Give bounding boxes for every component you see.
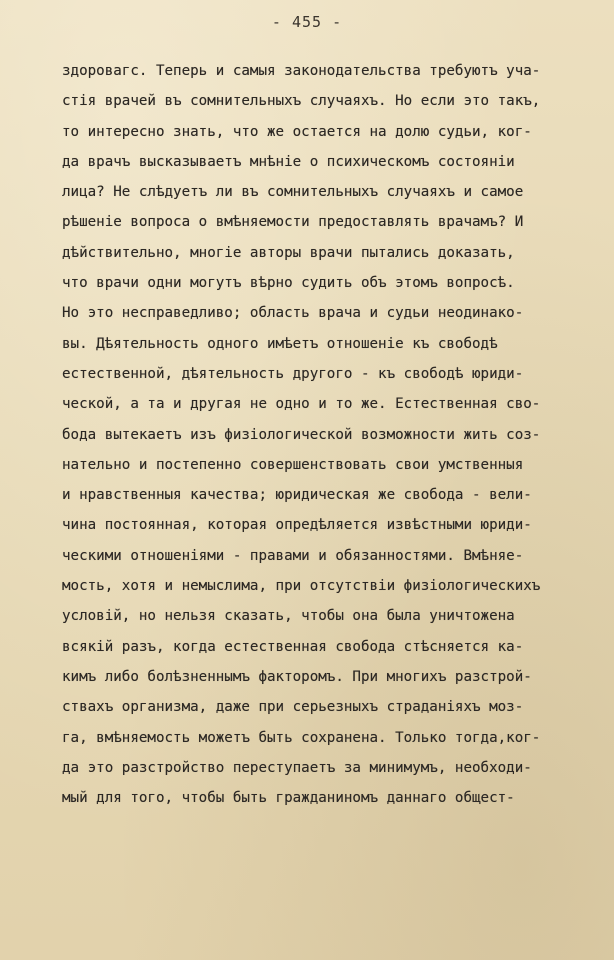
text-line: дѣйствительно, многіе авторы врачи пытались доказать,	[62, 244, 515, 261]
text-line: вы. Дѣятельность одного имѣетъ отношеніе къ свободѣ	[62, 335, 498, 352]
text-line: Но это несправедливо; область врача и судьи неодинако-	[62, 305, 524, 322]
text-line: чина постоянная, которая опредѣляется извѣстными юриди-	[62, 517, 532, 534]
text-line: естественной, дѣятельность другого - къ свободѣ юриди-	[62, 365, 524, 382]
text-line: мость, хотя и немыслима, при отсутствіи физіологическихъ	[62, 578, 541, 595]
text-line: рѣшеніе вопроса о вмѣняемости предоставлять врачамъ? И	[62, 214, 524, 231]
body-text	[62, 56, 602, 813]
text-line: всякій разъ, когда естественная свобода стѣсняется ка-	[62, 638, 524, 655]
text-line: га, вмѣняемость можетъ быть сохранена. Только тогда,ког-	[62, 729, 541, 746]
text-line: нательно и постепенно совершенствовать свои умственныя	[62, 456, 524, 473]
text-line: стія врачей въ сомнительныхъ случаяхъ. Но если это такъ,	[62, 93, 541, 110]
text-line: да это разстройство переступаетъ за минимумъ, необходи-	[62, 759, 532, 776]
text-line: здоровагс. Теперь и самыя законодательства требуютъ уча-	[62, 63, 541, 79]
text-line: условій, но нельзя сказать, чтобы она была уничтожена	[62, 608, 515, 625]
text-line: ствахъ организма, даже при серьезныхъ страданіяхъ моз-	[62, 699, 524, 716]
text-line: и нравственныя качества; юридическая же свобода - вели-	[62, 487, 532, 504]
text-line: да врачъ высказываетъ мнѣніе о психическомъ состояніи	[62, 153, 515, 170]
text-line: бода вытекаетъ изъ физіологической возможности жить соз-	[62, 426, 541, 443]
text-line: мый для того, чтобы быть гражданиномъ даннаго общест-	[62, 790, 515, 807]
text-line: ческой, а та и другая не одно и то же. Естественная сво-	[62, 396, 541, 413]
text-line: лица? Не слѣдуетъ ли въ сомнительныхъ случаяхъ и самое	[62, 184, 524, 201]
text-line: то интересно знать, что же остается на долю судьи, ког-	[62, 123, 532, 140]
text-line: ческими отношеніями - правами и обязанностями. Вмѣняе-	[62, 547, 524, 564]
text-line: кимъ либо болѣзненнымъ факторомъ. При многихъ разстрой-	[62, 668, 532, 685]
page-number: - 455 -	[271, 13, 343, 31]
text-line: что врачи одни могутъ вѣрно судить объ этомъ вопросѣ.	[62, 275, 515, 292]
